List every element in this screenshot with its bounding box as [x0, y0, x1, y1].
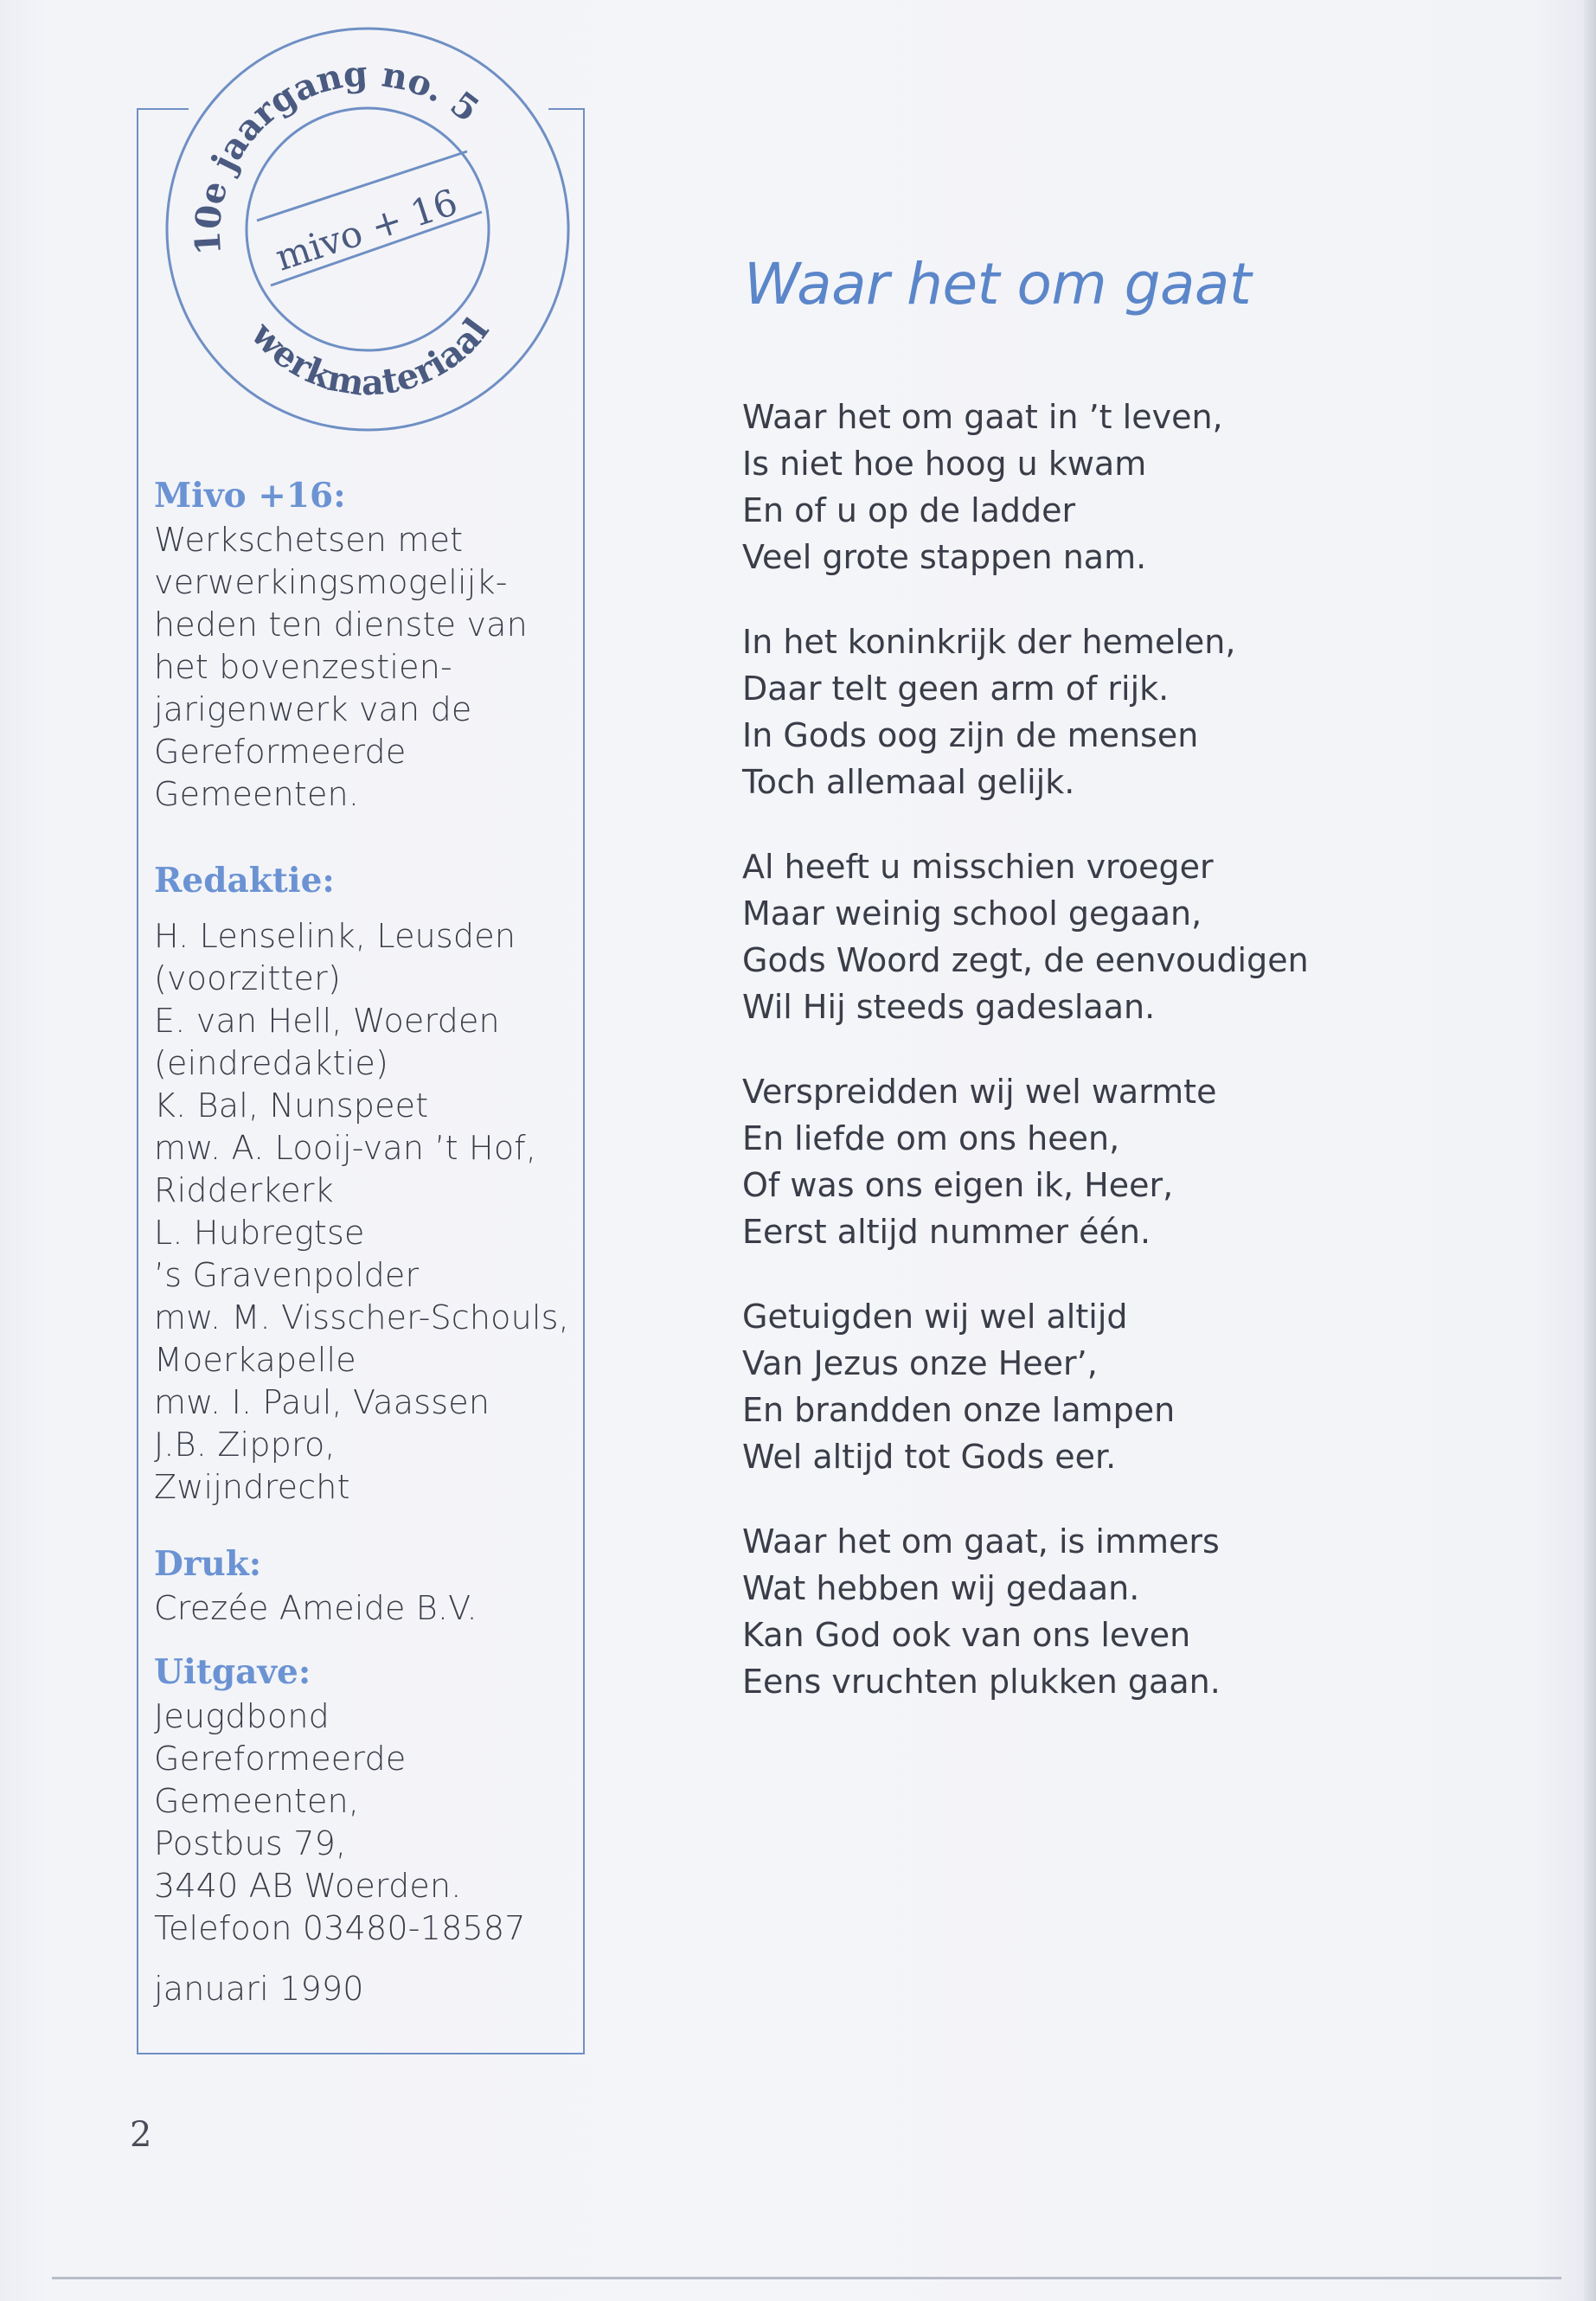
redaktie-line: mw. I. Paul, Vaassen — [154, 1383, 490, 1421]
uitgave-line: Gemeenten, — [154, 1782, 360, 1820]
redaktie-line: (eindredaktie) — [154, 1044, 389, 1082]
stamp-svg — [160, 22, 575, 437]
poem-line: En brandden onze lampen — [742, 1391, 1176, 1429]
stanza-4 — [742, 1068, 1521, 1255]
bottom-rule — [52, 2277, 1561, 2279]
poem-line: Al heeft u misschien vroeger — [742, 848, 1214, 886]
poem-line: Getuigden wij wel altijd — [742, 1298, 1128, 1336]
stanza-2 — [742, 619, 1521, 805]
mivo-description — [154, 519, 578, 816]
redaktie-line: E. van Hell, Woerden — [154, 1002, 500, 1040]
poem-line: Toch allemaal gelijk. — [742, 763, 1075, 801]
poem-line: Waar het om gaat, is immers — [742, 1522, 1220, 1561]
poem-line: Of was ons eigen ik, Heer, — [742, 1166, 1174, 1204]
uitgave-info — [154, 1695, 578, 1950]
redaktie-line: J.B. Zippro, — [154, 1426, 336, 1464]
redaktie-line: L. Hubregtse — [154, 1214, 365, 1252]
mivo-line: heden ten dienste van — [154, 606, 528, 644]
mivo-line: Gereformeerde — [154, 733, 407, 771]
page-number: 2 — [130, 2115, 152, 2155]
redaktie-line: K. Bal, Nunspeet — [154, 1086, 429, 1125]
stamp-bottom-arc-text: werkmateriaal — [243, 311, 497, 404]
poem-line: Verspreidden wij wel warmte — [742, 1073, 1217, 1111]
mivo-line: het bovenzestien- — [154, 648, 452, 686]
redaktie-line: mw. M. Visscher-Schouls, — [154, 1298, 569, 1336]
mivo-heading: Mivo +16: — [154, 476, 346, 516]
poem-line: Eens vruchten plukken gaan. — [742, 1663, 1221, 1701]
poem-line: En liefde om ons heen, — [742, 1119, 1120, 1157]
redaktie-line: (voorzitter) — [154, 959, 341, 997]
stamp-top-arc-text: 10e jaargang no. 5 — [187, 53, 487, 257]
redaktie-line: Moerkapelle — [154, 1341, 356, 1379]
druk-heading: Druk: — [154, 1544, 262, 1584]
poem-line: Wat hebben wij gedaan. — [742, 1569, 1140, 1607]
poem-line: Veel grote stappen nam. — [742, 538, 1147, 576]
poem-line: Waar het om gaat in ’t leven, — [742, 398, 1223, 436]
uitgave-line: Gereformeerde — [154, 1740, 407, 1778]
poem-title: Waar het om gaat — [744, 251, 1252, 317]
jaargang-stamp-logo — [160, 22, 575, 437]
poem-line: Daar telt geen arm of rijk. — [742, 670, 1170, 708]
redaktie-heading: Redaktie: — [154, 861, 335, 901]
stanza-3 — [742, 843, 1521, 1030]
poem-line: Is niet hoe hoog u kwam — [742, 445, 1147, 483]
poem-line: En of u op de ladder — [742, 491, 1076, 529]
mivo-line: verwerkingsmogelijk- — [154, 563, 508, 601]
mivo-line: Werkschetsen met — [154, 521, 464, 559]
poem-line: Eerst altijd nummer één. — [742, 1213, 1151, 1251]
poem-line: Wil Hij steeds gadeslaan. — [742, 988, 1156, 1026]
mivo-line: Gemeenten. — [154, 775, 360, 813]
uitgave-heading: Uitgave: — [154, 1652, 311, 1692]
redaktie-line: Zwijndrecht — [154, 1468, 350, 1506]
druk-info — [154, 1587, 578, 1630]
stanza-1 — [742, 394, 1521, 580]
redaktie-line: Ridderkerk — [154, 1171, 334, 1209]
stanza-5 — [742, 1293, 1521, 1480]
redaktie-list — [154, 915, 578, 1509]
uitgave-line: Postbus 79, — [154, 1824, 347, 1862]
uitgave-line: 3440 AB Woerden. — [154, 1867, 462, 1905]
uitgave-line: Jeugdbond — [154, 1697, 330, 1735]
page-edge-shadow — [1584, 0, 1596, 2301]
druk-line: Crezée Ameide B.V. — [154, 1589, 478, 1627]
poem-line: Van Jezus onze Heer’, — [742, 1344, 1098, 1382]
poem-line: In Gods oog zijn de mensen — [742, 716, 1199, 754]
redaktie-line: mw. A. Looij-van ’t Hof, — [154, 1129, 537, 1167]
poem-line: In het koninkrijk der hemelen, — [742, 623, 1236, 661]
uitgave-line: Telefoon 03480-18587 — [154, 1909, 526, 1947]
poem-line: Kan God ook van ons leven — [742, 1616, 1191, 1654]
poem-line: Gods Woord zegt, de eenvoudigen — [742, 941, 1309, 979]
stamp-center-text: mivo + 16 — [270, 180, 463, 279]
redaktie-line: H. Lenselink, Leusden — [154, 917, 516, 955]
poem-line: Maar weinig school gegaan, — [742, 894, 1202, 933]
issue-date: januari 1990 — [154, 1970, 364, 2008]
poem-line: Wel altijd tot Gods eer. — [742, 1438, 1117, 1476]
redaktie-line: ’s Gravenpolder — [154, 1256, 420, 1294]
stanza-6 — [742, 1518, 1521, 1705]
mivo-line: jarigenwerk van de — [154, 690, 472, 728]
